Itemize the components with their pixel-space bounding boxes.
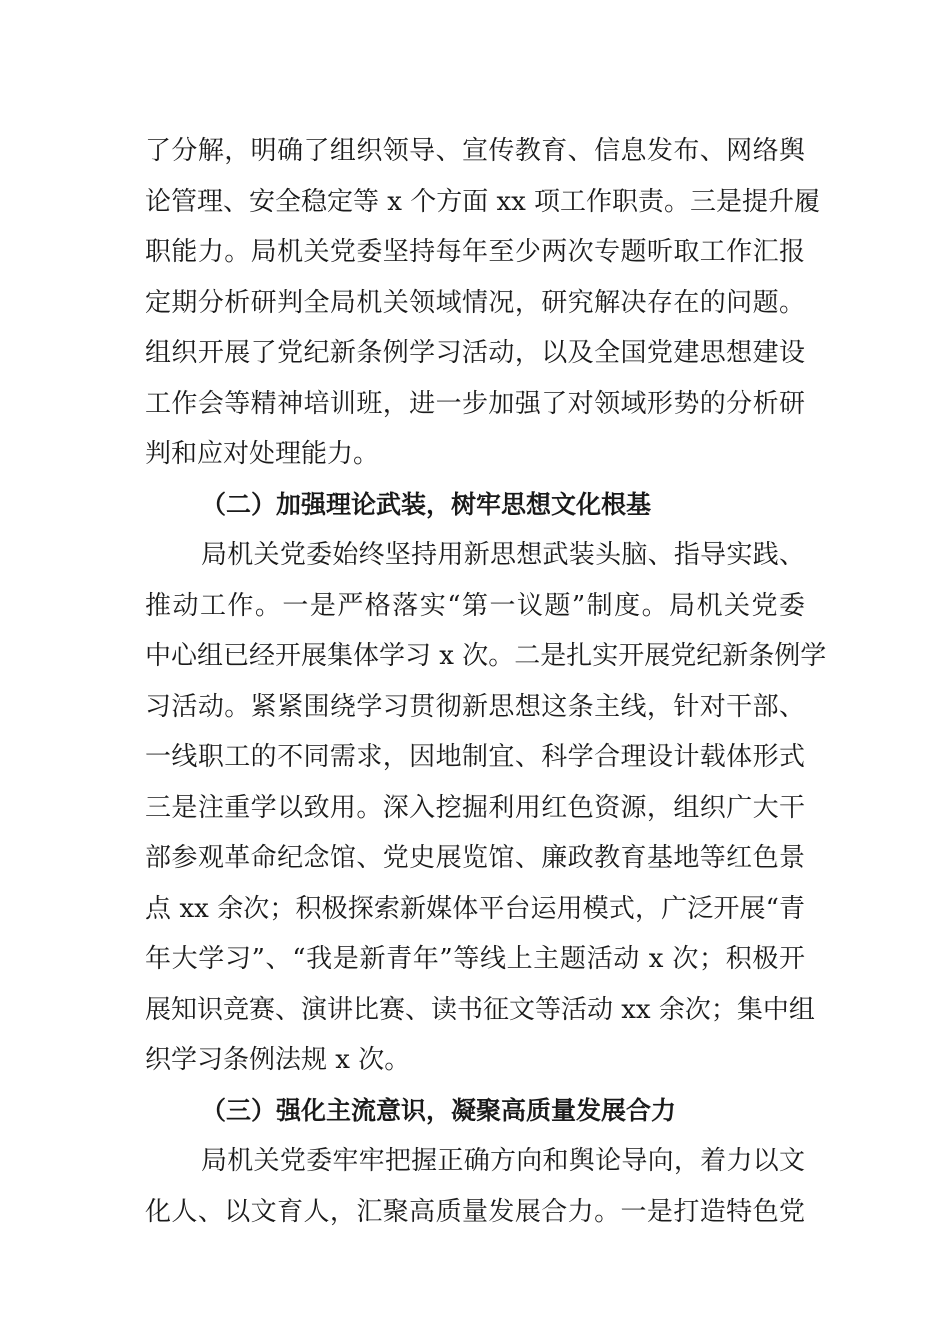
text-line: 化人、以文育人，汇聚高质量发展合力。一是打造特色党 <box>145 1196 805 1227</box>
text-line: 习活动。紧紧围绕学习贯彻新思想这条主线，针对干部、 <box>145 691 805 722</box>
section-heading-2: （二）加强理论武装，树牢思想文化根基 <box>201 489 652 519</box>
paragraph-duty-ability <box>145 126 821 480</box>
text-line: 定期分析研判全局机关领域情况，研究解决存在的问题。 <box>145 287 805 318</box>
text-line: 局机关党委始终坚持用新思想武装头脑、指导实践、 <box>201 540 805 570</box>
text-line: 三是注重学以致用。深入挖掘利用红色资源，组织广大干 <box>145 792 805 823</box>
text-line: 展知识竞赛、演讲比赛、读书征文等活动 xx 余次；集中组 <box>145 994 815 1025</box>
text-line: 组织开展了党纪新条例学习活动，以及全国党建思想建设 <box>145 338 805 368</box>
text-line: 织学习条例法规 x 次。 <box>145 1045 411 1075</box>
paragraph-mainstream <box>145 1136 805 1237</box>
text-line: 一线职工的不同需求，因地制宜、科学合理设计载体形式 <box>145 742 805 772</box>
document-page <box>145 126 827 1237</box>
text-line: 局机关党委牢牢把握正确方向和舆论导向，着力以文 <box>201 1146 805 1176</box>
section-heading-3: （三）强化主流意识，凝聚高质量发展合力 <box>201 1095 677 1125</box>
text-line: 工作会等精神培训班，进一步加强了对领域形势的分析研 <box>145 388 805 419</box>
text-line: 点 xx 余次；积极探索新媒体平台运用模式，广泛开展“青 <box>145 893 805 924</box>
text-line: 论管理、安全稳定等 x 个方面 xx 项工作职责。三是提升履 <box>145 186 821 217</box>
text-line: 推动工作。一是严格落实“第一议题”制度。局机关党委 <box>145 590 805 621</box>
text-line: 部参观革命纪念馆、党史展览馆、廉政教育基地等红色景 <box>145 843 805 873</box>
text-line: 年大学习”、“我是新青年”等线上主题活动 x 次；积极开 <box>145 944 805 974</box>
text-line: 中心组已经开展集体学习 x 次。二是扎实开展党纪新条例学 <box>145 641 827 671</box>
text-line: 判和应对处理能力。 <box>145 439 380 469</box>
paragraph-theory <box>145 530 827 1086</box>
text-line: 了分解，明确了组织领导、宣传教育、信息发布、网络舆 <box>145 136 805 166</box>
text-line: 职能力。局机关党委坚持每年至少两次专题听取工作汇报 <box>145 237 805 267</box>
